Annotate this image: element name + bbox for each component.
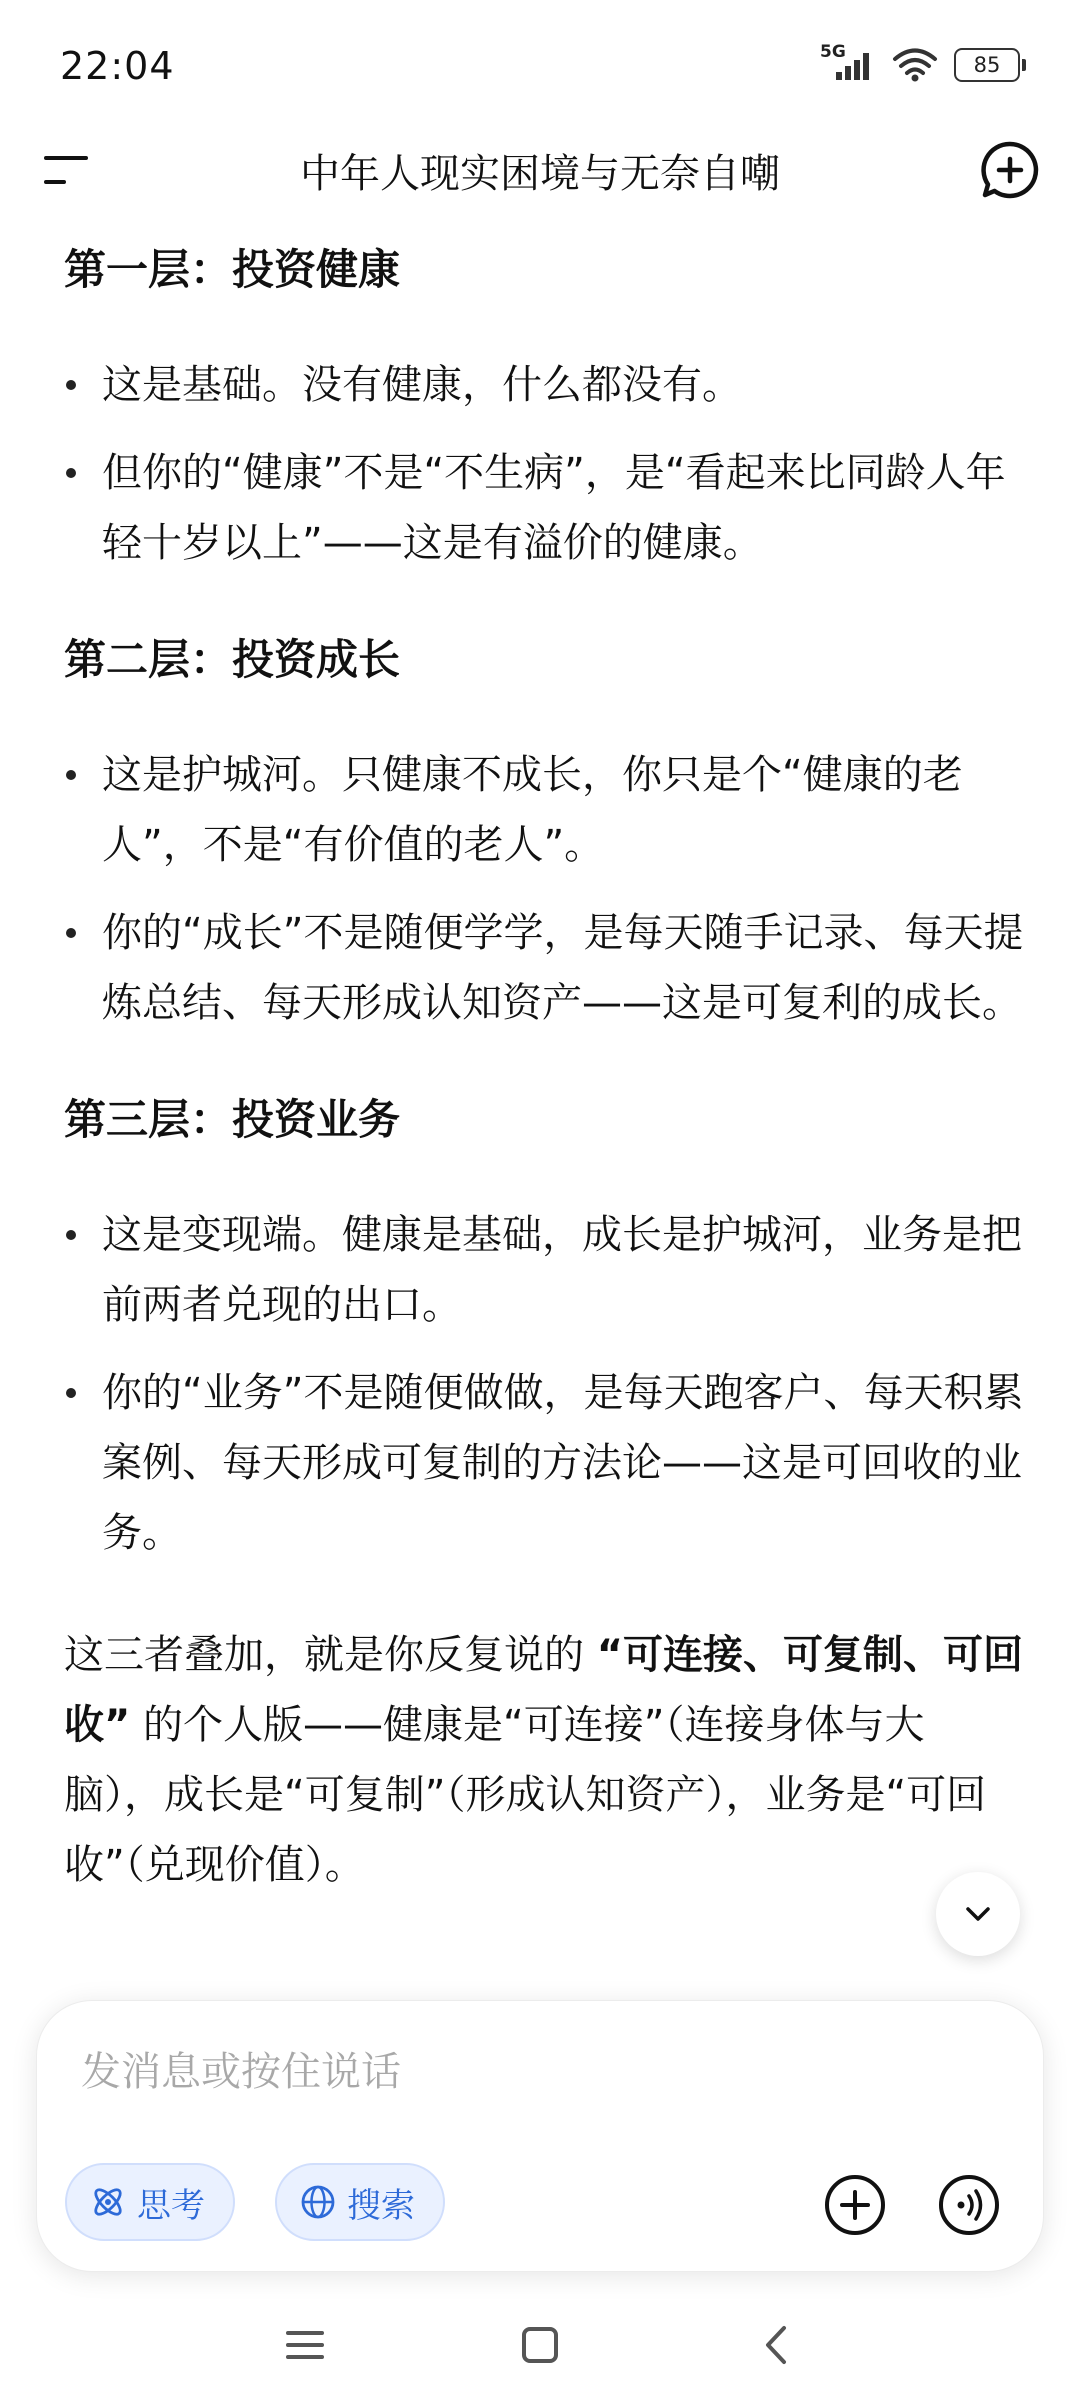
summary-text-start: 这三者叠加，就是你反复说的 — [64, 1632, 597, 1678]
network-label: 5G — [820, 42, 846, 62]
think-label: 思考 — [137, 2185, 205, 2226]
search-label: 搜索 — [347, 2185, 415, 2226]
wifi-icon — [892, 48, 938, 82]
bullet-list — [64, 1200, 1024, 1568]
section-business — [64, 1090, 1024, 1568]
search-toggle[interactable] — [275, 2163, 445, 2241]
app-header — [0, 120, 1080, 220]
section-health — [64, 240, 1024, 578]
list-item: 你的“成长”不是随便学学，是每天随手记录、每天提炼总结、每天形成认知资产——这是可复利的成长。 — [64, 898, 1024, 1038]
home-button[interactable] — [515, 2320, 565, 2370]
globe-icon — [299, 2183, 337, 2221]
section-heading: 第一层：投资健康 — [64, 245, 401, 294]
summary-text-end: 的个人版——健康是“可连接”（连接身体与大脑），成长是“可复制”（形成认知资产），业务是“可回收”（兑现价值）。 — [64, 1702, 987, 1888]
summary-paragraph — [64, 1620, 1024, 1900]
list-item: 这是变现端。健康是基础，成长是护城河，业务是把前两者兑现的出口。 — [64, 1200, 1024, 1340]
back-button[interactable] — [752, 2320, 802, 2370]
voice-call-button[interactable] — [937, 2173, 1001, 2237]
menu-lines-icon — [280, 2320, 330, 2370]
status-icons — [820, 42, 1020, 82]
think-toggle[interactable] — [65, 2163, 235, 2241]
composer — [36, 2000, 1044, 2272]
list-item: 你的“业务”不是随便做做，是每天跑客户、每天积累案例、每天形成可复制的方法论——这是可回收的业务。 — [64, 1358, 1024, 1568]
voice-wave-icon — [937, 2173, 1001, 2237]
message-input[interactable] — [79, 2041, 783, 2103]
system-nav-bar — [0, 2290, 1080, 2400]
atom-icon — [89, 2183, 127, 2221]
summary-bold-phrase: “可连接、可复制、可回收” — [64, 1632, 1024, 1748]
section-growth — [64, 630, 1024, 1038]
new-chat-button[interactable] — [978, 138, 1042, 202]
chevron-down-icon — [960, 1896, 996, 1932]
list-item: 但你的“健康”不是“不生病”，是“看起来比同龄人年轻十岁以上”——这是有溢价的健康。 — [64, 438, 1024, 578]
plus-circle-icon — [823, 2173, 887, 2237]
section-heading: 第二层：投资成长 — [64, 635, 401, 684]
page-title: 中年人现实困境与无奈自嘲 — [300, 151, 780, 197]
signal-icon — [820, 42, 876, 82]
recent-apps-button[interactable] — [280, 2320, 330, 2370]
section-heading: 第三层：投资业务 — [64, 1095, 401, 1144]
bullet-list — [64, 740, 1024, 1038]
add-attachment-button[interactable] — [823, 2173, 887, 2237]
new-chat-icon — [978, 138, 1042, 202]
assistant-message — [64, 240, 1024, 1900]
list-item: 这是护城河。只健康不成长，你只是个“健康的老人”，不是“有价值的老人”。 — [64, 740, 1024, 880]
scroll-down-button[interactable] — [936, 1872, 1020, 1956]
list-item: 这是基础。没有健康，什么都没有。 — [64, 350, 1024, 420]
square-icon — [515, 2320, 565, 2370]
status-bar — [0, 0, 1080, 130]
battery-icon: 85 — [954, 48, 1020, 82]
status-time: 22:04 — [60, 44, 175, 88]
bullet-list — [64, 350, 1024, 578]
back-arrow-icon — [752, 2320, 802, 2370]
